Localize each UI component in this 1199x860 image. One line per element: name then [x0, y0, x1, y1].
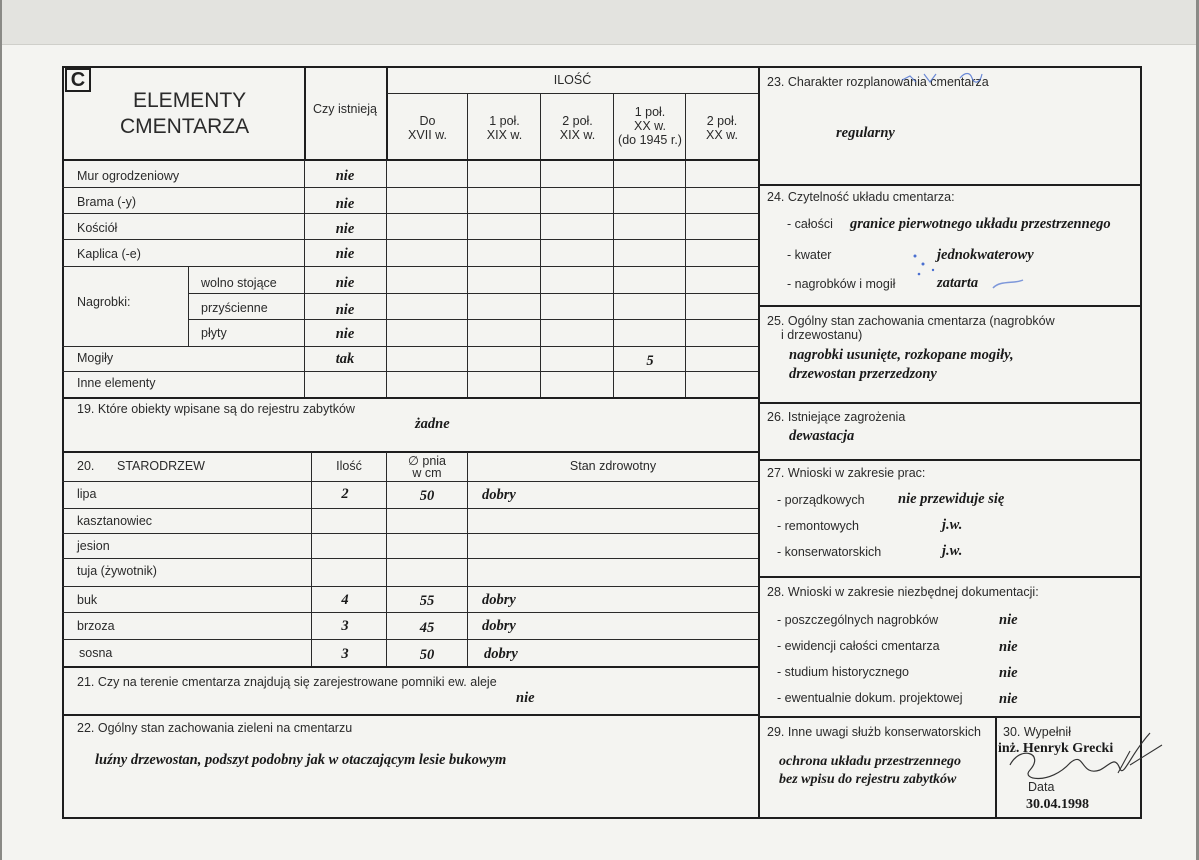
grid-line — [467, 93, 468, 399]
q30-data-label: Data — [1028, 780, 1055, 794]
q25-label-line2: i drzewostanu) — [781, 328, 863, 342]
tree-name: kasztanowiec — [77, 514, 153, 528]
value-kosciol: nie — [335, 221, 355, 237]
period-line: 2 poł. — [562, 114, 593, 128]
trees-header-ilosc: Ilość — [336, 459, 362, 473]
q28-item-label: - ewentualnie dokum. projektowej — [777, 691, 963, 705]
grid-line — [62, 612, 758, 613]
q27-kons-label: - konserwatorskich — [777, 545, 882, 559]
tree-diameter: 50 — [419, 647, 435, 663]
q27-porz-answer: nie przewiduje się — [898, 491, 1005, 507]
value-mogily: tak — [335, 351, 355, 367]
trees-header-pnia-line: w cm — [412, 466, 442, 480]
ilosc-header: ILOŚĆ — [553, 73, 592, 87]
period-header-1pol-xx — [614, 105, 686, 147]
tree-state: dobry — [482, 592, 516, 608]
q25-label-line1: 25. Ogólny stan zachowania cmentarza (nagrobków — [767, 314, 1055, 328]
q27-label: 27. Wnioski w zakresie prac: — [767, 466, 926, 480]
value-plyty: nie — [335, 326, 355, 342]
grid-line — [188, 266, 189, 346]
q24-kwater-label: - kwater — [787, 248, 832, 262]
czy-istnieja-header: Czy istnieją — [313, 102, 377, 116]
q21-label: 21. Czy na terenie cmentarza znajdują się zarejestrowane pomniki ew. aleje — [77, 675, 497, 689]
q21-answer: nie — [516, 690, 535, 706]
grid-line — [62, 508, 758, 509]
period-line: Do — [419, 114, 436, 128]
q28-item-label: - poszczególnych nagrobków — [777, 613, 939, 627]
tree-count: 2 — [341, 486, 349, 502]
grid-line — [387, 93, 758, 94]
grid-line — [62, 187, 758, 188]
tree-state: dobry — [484, 646, 518, 662]
grid-line — [62, 481, 758, 482]
grid-line — [62, 159, 759, 161]
value-przyscienne: nie — [335, 302, 355, 318]
tree-count: 3 — [341, 618, 349, 634]
q24-calosci-label: - całości — [787, 217, 833, 231]
period-line: (do 1945 r.) — [618, 133, 682, 147]
grid-line — [62, 397, 759, 399]
period-line: XVII w. — [408, 128, 447, 142]
value-brama: nie — [335, 196, 355, 212]
grid-line — [62, 586, 758, 587]
value-mur: nie — [335, 168, 355, 184]
tree-name: tuja (żywotnik) — [77, 564, 157, 578]
period-header-2pol-xix — [541, 114, 614, 142]
grid-line — [758, 305, 1142, 307]
row-label-mogily: Mogiły — [77, 351, 114, 365]
row-label-nagrobki: Nagrobki: — [77, 295, 131, 309]
q24-label: 24. Czytelność układu cmentarza: — [767, 190, 955, 204]
grid-line — [188, 319, 758, 320]
q30-name: inż. Henryk Grecki — [998, 741, 1114, 756]
q29-answer-line1: ochrona układu przestrzennego — [779, 754, 962, 769]
q19-label: 19. Które obiekty wpisane są do rejestru zabytków — [77, 402, 355, 416]
q24-nagrobkow-answer: zatarta — [937, 275, 979, 291]
form-title-line2: CMENTARZA — [120, 115, 250, 138]
q22-label: 22. Ogólny stan zachowania zieleni na cmentarzu — [77, 721, 353, 735]
row-label-kosciol: Kościół — [77, 221, 118, 235]
q30-date: 30.04.1998 — [1026, 797, 1089, 812]
grid-line — [613, 93, 614, 399]
q28-item-label: - ewidencji całości cmentarza — [777, 639, 940, 653]
q27-rem-label: - remontowych — [777, 519, 859, 533]
period-line: XX w. — [634, 119, 666, 133]
q26-label: 26. Istniejące zagrożenia — [767, 410, 906, 424]
tree-count: 4 — [341, 592, 349, 608]
ink-stamp-fragment — [900, 68, 1020, 88]
q28-item-answer: nie — [999, 612, 1018, 628]
period-header-do-xvii — [387, 114, 468, 142]
grid-line — [62, 371, 758, 372]
count-mogily-1pol-xx: 5 — [646, 353, 654, 369]
q27-rem-answer: j.w. — [942, 517, 963, 533]
tree-name: brzoza — [77, 619, 115, 633]
trees-header-label: STARODRZEW — [117, 459, 205, 473]
grid-line — [62, 666, 759, 668]
trees-header-pnia — [387, 455, 467, 479]
period-header-1pol-xix — [468, 114, 541, 142]
grid-line — [62, 558, 758, 559]
grid-line — [467, 452, 468, 667]
tree-name: sosna — [79, 646, 113, 660]
tree-state: dobry — [482, 487, 516, 503]
grid-line — [758, 66, 760, 819]
grid-line — [758, 576, 1142, 578]
grid-line — [758, 184, 1142, 186]
q28-item-answer: nie — [999, 665, 1018, 681]
handwritten-signature — [990, 725, 1170, 795]
tree-name: buk — [77, 593, 98, 607]
row-label-inne: Inne elementy — [77, 376, 156, 390]
ink-smudge — [905, 250, 1045, 300]
period-line: XIX w. — [486, 128, 523, 142]
period-line: 1 poł. — [634, 105, 666, 119]
grid-line — [62, 346, 758, 347]
q27-kons-answer: j.w. — [942, 543, 963, 559]
q23-label: 23. Charakter rozplanowania cmentarza — [767, 75, 989, 89]
grid-line — [188, 293, 758, 294]
tree-state: dobry — [482, 618, 516, 634]
grid-line — [386, 66, 388, 160]
grid-line — [62, 451, 759, 453]
grid-line — [540, 93, 541, 399]
grid-line — [62, 639, 758, 640]
grid-line — [685, 93, 686, 399]
q29-label: 29. Inne uwagi służb konserwatorskich — [767, 725, 982, 739]
q24-kwater-answer: jednokwaterowy — [937, 247, 1034, 263]
q27-porz-label: - porządkowych — [777, 493, 865, 507]
grid-line — [758, 459, 1142, 461]
q26-answer: dewastacja — [789, 428, 855, 444]
tree-name: lipa — [77, 487, 97, 501]
grid-line — [386, 160, 387, 398]
value-wolno-stojace: nie — [335, 275, 355, 291]
tree-diameter: 45 — [419, 620, 435, 636]
row-label-brama: Brama (-y) — [77, 195, 137, 209]
grid-line — [304, 160, 305, 398]
period-line: 1 poł. — [489, 114, 520, 128]
period-header-2pol-xx — [686, 114, 758, 142]
trees-header-pnia-line: ∅ pnia — [408, 454, 446, 468]
q22-answer: luźny drzewostan, podszyt podobny jak w otaczającym lesie bukowym — [95, 752, 507, 768]
q24-calosci-answer: granice pierwotnego układu przestrzennego — [850, 216, 1111, 232]
q25-answer-line2: drzewostan przerzedzony — [789, 366, 937, 382]
row-label-kaplica: Kaplica (-e) — [77, 247, 141, 261]
scan-top-edge — [2, 0, 1196, 45]
q19-answer: żadne — [415, 416, 450, 432]
q24-nagrobkow-label: - nagrobków i mogił — [787, 277, 896, 291]
q23-answer: regularny — [836, 125, 895, 141]
grid-line — [62, 239, 758, 240]
grid-line — [62, 266, 758, 267]
section-letter: C — [65, 68, 91, 92]
row-label-wolno-stojace: wolno stojące — [201, 276, 277, 290]
period-line: XIX w. — [559, 128, 596, 142]
tree-diameter: 55 — [419, 593, 435, 609]
form-frame — [62, 66, 1142, 819]
grid-line — [311, 452, 312, 667]
tree-count: 3 — [341, 646, 349, 662]
grid-line — [758, 716, 1142, 718]
q29-answer-line2: bez wpisu do rejestru zabytków — [779, 772, 957, 787]
grid-line — [995, 716, 997, 819]
trees-header-stan: Stan zdrowotny — [569, 459, 657, 473]
grid-line — [62, 714, 759, 716]
tree-name: jesion — [77, 539, 110, 553]
period-line: XX w. — [706, 128, 738, 142]
q25-answer-line1: nagrobki usunięte, rozkopane mogiły, — [789, 347, 1014, 363]
form-title-line1: ELEMENTY — [133, 89, 247, 112]
q28-label: 28. Wnioski w zakresie niezbędnej dokumentacji: — [767, 585, 1039, 599]
trees-header-num: 20. — [77, 459, 95, 473]
grid-line — [304, 66, 306, 160]
value-kaplica: nie — [335, 246, 355, 262]
q28-item-answer: nie — [999, 691, 1018, 707]
row-label-przyscienne: przyścienne — [201, 301, 268, 315]
grid-line — [758, 402, 1142, 404]
grid-line — [62, 213, 758, 214]
tree-diameter: 50 — [419, 488, 435, 504]
q28-item-answer: nie — [999, 639, 1018, 655]
grid-line — [62, 533, 758, 534]
period-line: 2 poł. — [706, 114, 738, 128]
grid-line — [386, 452, 387, 667]
q30-label: 30. Wypełnił — [1003, 725, 1071, 739]
q28-item-label: - studium historycznego — [777, 665, 910, 679]
row-label-mur: Mur ogrodzeniowy — [77, 169, 180, 183]
row-label-plyty: płyty — [201, 326, 227, 340]
